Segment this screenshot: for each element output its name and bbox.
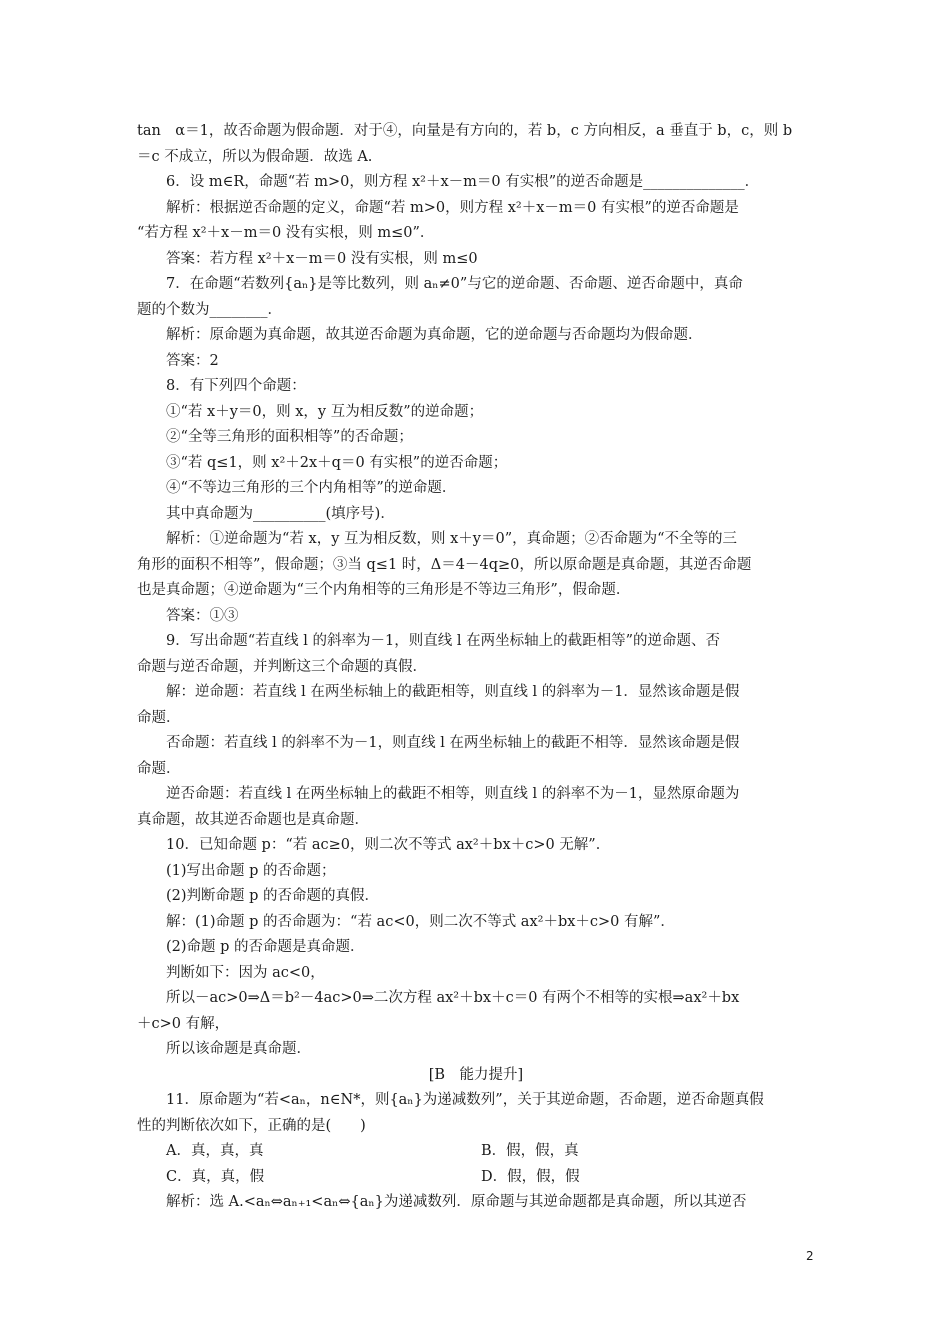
text-line: 角形的面积不相等”，假命题；③当 q≤1 时，Δ＝4－4q≥0，所以原命题是真命题，其逆否命题	[137, 556, 752, 573]
options-row-1	[137, 1139, 815, 1165]
page-number: 2	[806, 1249, 814, 1263]
option-d: D．假，假，假	[481, 1168, 580, 1185]
text-line: ④“不等边三角形的三个内角相等”的逆命题．	[166, 480, 457, 496]
option-a: A．真，真，真	[166, 1143, 264, 1159]
text-line: 其中真命题为__________(填序号)．	[166, 505, 395, 522]
text-line: 9．写出命题“若直线 l 的斜率为－1，则直线 l 在两坐标轴上的截距相等”的逆命题、否	[166, 633, 720, 649]
text-line: 答案：若方程 x²＋x－m＝0 没有实根，则 m≤0	[166, 250, 478, 267]
text-line: “若方程 x²＋x－m＝0 没有实根，则 m≤0”．	[137, 225, 435, 241]
text-lines	[137, 119, 815, 1063]
text-line: tan α＝1，故否命题为假命题．对于④，向量是有方向的，若 b，c 方向相反，a 垂直于 b，c，则 b	[137, 123, 793, 139]
question-11-analysis: 解析：选 A.<aₙ⇔aₙ₊₁<aₙ⇔{aₙ}为递减数列．原命题与其逆命题都是真命题，所以其逆否	[166, 1194, 747, 1210]
text-line: 真命题，故其逆否命题也是真命题．	[137, 811, 369, 828]
text-line: 解析：根据逆否命题的定义，命题“若 m>0，则方程 x²＋x－m＝0 有实根”的逆否命题是	[166, 199, 739, 216]
options-row-2	[137, 1165, 815, 1191]
text-line: 解：(1)命题 p 的否命题为：“若 ac<0，则二次不等式 ax²＋bx＋c>0 有解”．	[166, 913, 675, 930]
text-line: ①“若 x＋y＝0，则 x，y 互为相反数”的逆命题；	[166, 403, 484, 420]
question-11-line-1: 11．原命题为“若<aₙ，n∈N*，则{aₙ}为递减数列”，关于其逆命题，否命题，逆否命题真假	[166, 1092, 764, 1108]
text-line: (1)写出命题 p 的否命题；	[166, 862, 336, 879]
page-content	[137, 119, 815, 1216]
text-line: 也是真命题；④逆命题为“三个内角相等的三角形是不等边三角形”，假命题．	[137, 582, 631, 598]
text-line: ②“全等三角形的面积相等”的否命题；	[166, 429, 413, 445]
text-line: 判断如下：因为 ac<0，	[166, 964, 325, 981]
text-line: 10．已知命题 p：“若 ac≥0，则二次不等式 ax²＋bx＋c>0 无解”．	[166, 837, 611, 853]
text-line: 答案：①③	[166, 607, 239, 624]
text-line: 命题．	[137, 709, 181, 726]
text-line: ＋c>0 有解，	[137, 1015, 230, 1032]
option-b: B．假，假，真	[481, 1143, 579, 1159]
text-line: 7．在命题“若数列{aₙ}是等比数列，则 aₙ≠0”与它的逆命题、否命题、逆否命题中，真命	[166, 276, 743, 292]
text-line: 逆否命题：若直线 l 在两坐标轴上的截距不相等，则直线 l 的斜率不为－1，显然原命题为	[166, 786, 740, 802]
question-11-line-2: 性的判断依次如下，正确的是( )	[137, 1117, 366, 1134]
text-line: ＝c 不成立，所以为假命题．故选 A.	[137, 148, 373, 165]
text-line: 命题．	[137, 760, 181, 777]
text-line: 8．有下列四个命题：	[166, 378, 306, 394]
text-line: 命题与逆否命题，并判断这三个命题的真假．	[137, 658, 427, 675]
text-line: ③“若 q≤1，则 x²＋2x＋q＝0 有实根”的逆否命题；	[166, 454, 508, 471]
text-line: 所以－ac>0⇒Δ＝b²－4ac>0⇒二次方程 ax²＋bx＋c＝0 有两个不相等的实根⇒ax²＋bx	[166, 990, 740, 1006]
text-line: 题的个数为________．	[137, 301, 282, 318]
text-line: (2)判断命题 p 的否命题的真假．	[166, 888, 380, 904]
option-c: C．真，真，假	[166, 1168, 265, 1185]
text-line: 解析：原命题为真命题，故其逆否命题为真命题，它的逆命题与否命题均为假命题．	[166, 327, 703, 343]
text-line: 否命题：若直线 l 的斜率不为－1，则直线 l 在两坐标轴上的截距不相等．显然该命题是假	[166, 735, 740, 751]
text-line: 6．设 m∈R，命题“若 m>0，则方程 x²＋x－m＝0 有实根”的逆否命题是______________．	[166, 174, 760, 190]
text-line: 所以该命题是真命题．	[166, 1041, 311, 1057]
text-line: 答案：2	[166, 352, 219, 369]
text-line: 解析：①逆命题为“若 x，y 互为相反数，则 x＋y＝0”，真命题；②否命题为“不全等的三	[166, 531, 738, 547]
text-line: 解：逆命题：若直线 l 在两坐标轴上的截距相等，则直线 l 的斜率为－1．显然该命题是假	[166, 684, 740, 700]
section-heading: [B 能力提升]	[428, 1066, 524, 1083]
text-line: (2)命题 p 的否命题是真命题．	[166, 939, 365, 955]
